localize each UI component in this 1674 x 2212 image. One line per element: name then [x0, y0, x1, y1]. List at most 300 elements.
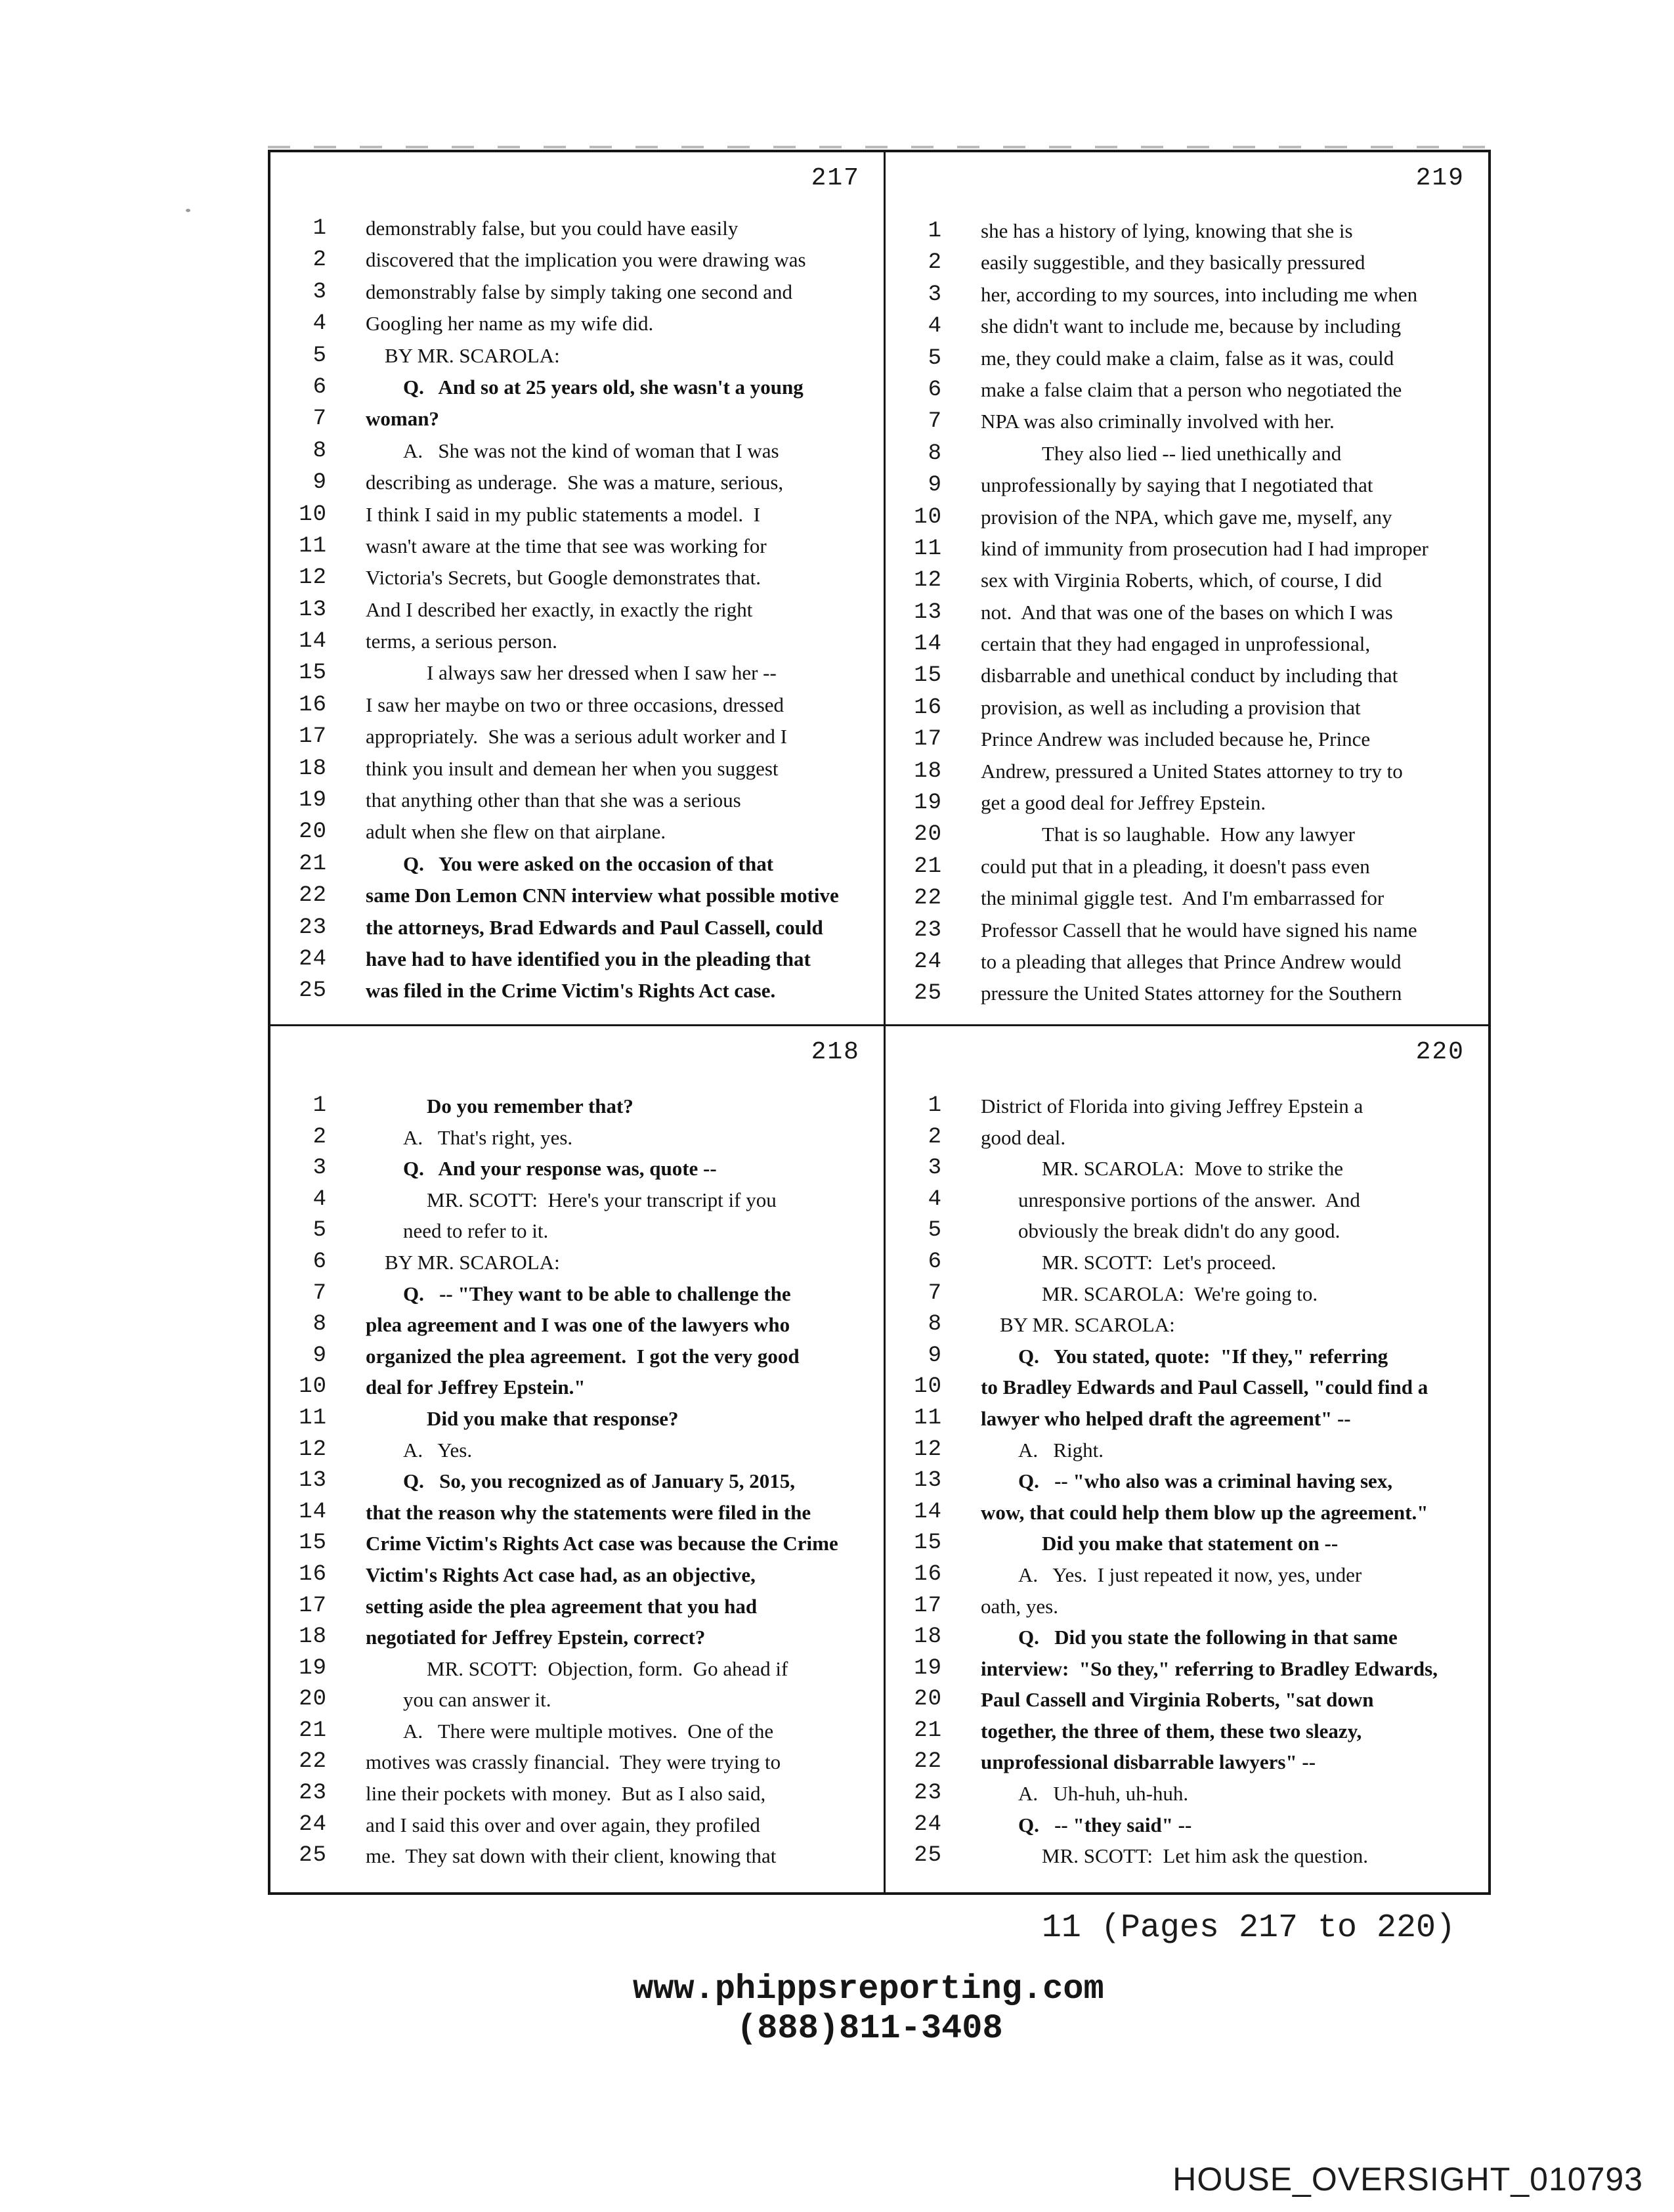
line-text: describing as underage. She was a mature, serious,	[366, 471, 784, 494]
transcript-line	[886, 787, 1488, 819]
page-number: 217	[811, 164, 860, 192]
line-number: 22	[914, 886, 942, 911]
line-text: A. That's right, yes.	[403, 1125, 573, 1149]
line-text: Q. And so at 25 years old, she wasn't a young	[403, 375, 804, 399]
line-number: 23	[299, 915, 327, 940]
transcript-line	[886, 469, 1488, 501]
transcript-line	[270, 1528, 884, 1559]
line-text: provision, as well as including a provision that	[981, 695, 1361, 719]
line-text: Victim's Rights Act case had, as an objective,	[366, 1563, 756, 1586]
line-text: organized the plea agreement. I got the very good	[366, 1344, 800, 1368]
line-number: 10	[914, 1374, 942, 1400]
line-number: 6	[312, 374, 327, 400]
transcript-line	[270, 1465, 884, 1497]
line-text: to Bradley Edwards and Paul Cassell, "could find a	[981, 1376, 1428, 1399]
line-text: kind of immunity from prosecution had I had improper	[981, 536, 1428, 560]
line-number: 10	[299, 1374, 327, 1400]
line-number: 13	[914, 599, 942, 625]
transcript-line	[270, 1716, 884, 1747]
transcript-line	[270, 1309, 884, 1341]
transcript-line	[270, 816, 884, 848]
transcript-line	[886, 915, 1488, 946]
line-text: MR. SCOTT: Here's your transcript if you	[427, 1188, 777, 1211]
bates-number: HOUSE_OVERSIGHT_010793	[1172, 2161, 1643, 2198]
transcript-page-217	[270, 152, 884, 1024]
transcript-line	[270, 531, 884, 562]
line-number: 19	[299, 788, 327, 813]
transcript-line	[886, 374, 1488, 406]
transcript-lines	[886, 1091, 1488, 1872]
line-text: you can answer it.	[403, 1688, 551, 1712]
line-number: 8	[312, 1312, 327, 1337]
transcript-line	[886, 819, 1488, 850]
line-number: 9	[312, 1343, 327, 1368]
line-text: Q. So, you recognized as of January 5, 2015,	[403, 1469, 796, 1493]
transcript-line	[886, 1746, 1488, 1778]
line-text: have had to have identified you in the pleading that	[366, 947, 811, 970]
transcript-line	[270, 499, 884, 531]
line-number: 3	[928, 282, 942, 307]
line-number: 15	[914, 1530, 942, 1556]
transcript-line	[886, 1122, 1488, 1154]
line-number: 23	[914, 1781, 942, 1806]
line-text: me, they could make a claim, false as it was, could	[981, 346, 1394, 370]
line-text: certain that they had engaged in unprofessional,	[981, 632, 1371, 656]
line-number: 24	[299, 946, 327, 972]
transcript-line	[886, 724, 1488, 755]
line-text: demonstrably false, but you could have easily	[366, 217, 739, 240]
scan-artifact-dot	[186, 209, 190, 212]
transcript-line	[270, 244, 884, 276]
line-text: BY MR. SCAROLA:	[385, 1250, 560, 1274]
line-number: 4	[312, 1186, 327, 1212]
transcript-line	[270, 562, 884, 594]
transcript-page-219	[886, 152, 1488, 1024]
line-text: Googling her name as my wife did.	[366, 312, 654, 336]
line-number: 11	[914, 1405, 942, 1431]
transcript-line	[270, 943, 884, 975]
transcript-line	[886, 1528, 1488, 1559]
transcript-line	[270, 785, 884, 816]
line-number: 24	[299, 1811, 327, 1837]
line-text: MR. SCAROLA: Move to strike the	[1042, 1157, 1343, 1181]
transcript-line	[270, 1684, 884, 1716]
line-text: could put that in a pleading, it doesn't pass even	[981, 854, 1370, 878]
transcript-line	[270, 1122, 884, 1154]
transcript-lines	[270, 1091, 884, 1872]
line-text: she has a history of lying, knowing that she is	[981, 219, 1353, 242]
line-number: 10	[299, 502, 327, 527]
line-number: 22	[299, 883, 327, 909]
transcript-line	[270, 689, 884, 721]
transcript-line	[270, 594, 884, 626]
page-number: 218	[811, 1038, 860, 1066]
line-number: 10	[914, 504, 942, 530]
line-number: 17	[299, 724, 327, 750]
transcript-line	[270, 1810, 884, 1841]
line-number: 15	[914, 663, 942, 689]
line-text: adult when she flew on that airplane.	[366, 820, 666, 844]
transcript-line	[270, 1746, 884, 1778]
line-number: 2	[312, 1124, 327, 1150]
transcript-line	[270, 372, 884, 403]
transcript-line	[270, 1247, 884, 1278]
transcript-line	[886, 1215, 1488, 1247]
line-text: wow, that could help them blow up the agreement."	[981, 1500, 1428, 1524]
line-text: setting aside the plea agreement that you had	[366, 1594, 758, 1618]
transcript-line	[270, 1622, 884, 1653]
line-text: unresponsive portions of the answer. And	[1018, 1188, 1360, 1211]
line-number: 9	[312, 470, 327, 496]
line-text: unprofessionally by saying that I negotiated that	[981, 473, 1373, 497]
line-text: same Don Lemon CNN interview what possible motive	[366, 884, 839, 907]
line-number: 25	[299, 978, 327, 1004]
line-text: the minimal giggle test. And I'm embarrassed for	[981, 886, 1384, 910]
transcript-line	[886, 565, 1488, 596]
line-text: good deal.	[981, 1125, 1066, 1149]
transcript-line	[886, 533, 1488, 565]
line-text: demonstrably false by simply taking one second and	[366, 280, 793, 303]
transcript-page-220	[886, 1026, 1488, 1892]
line-text: They also lied -- lied unethically and	[1042, 441, 1342, 465]
line-text: A. There were multiple motives. One of the	[403, 1719, 774, 1743]
line-text: not. And that was one of the bases on which I was	[981, 600, 1393, 624]
line-number: 25	[299, 1843, 327, 1869]
line-number: 6	[312, 1249, 327, 1274]
line-number: 2	[928, 250, 942, 276]
line-number: 8	[928, 1312, 942, 1337]
line-number: 14	[299, 1499, 327, 1525]
line-number: 9	[928, 473, 942, 498]
transcript-line	[270, 1403, 884, 1435]
line-number: 23	[914, 917, 942, 943]
transcript-lines	[270, 213, 884, 1007]
line-number: 16	[299, 692, 327, 718]
line-text: lawyer who helped draft the agreement" --	[981, 1406, 1351, 1430]
line-number: 13	[914, 1468, 942, 1494]
transcript-line	[886, 438, 1488, 469]
line-number: 20	[914, 822, 942, 848]
line-number: 7	[312, 406, 327, 432]
line-text: A. She was not the kind of woman that I was	[403, 439, 779, 462]
line-text: to a pleading that alleges that Prince Andrew would	[981, 949, 1402, 973]
line-text: her, according to my sources, into including me when	[981, 282, 1418, 306]
line-number: 5	[312, 1218, 327, 1244]
transcript-line	[270, 975, 884, 1007]
line-number: 24	[914, 949, 942, 974]
line-number: 12	[299, 565, 327, 591]
line-number: 8	[928, 441, 942, 466]
line-number: 5	[928, 345, 942, 371]
line-number: 23	[299, 1781, 327, 1806]
reporting-website-url: www.phippsreporting.com	[633, 1970, 1104, 2008]
line-number: 13	[299, 597, 327, 622]
line-text: MR. SCOTT: Let him ask the question.	[1042, 1844, 1369, 1868]
transcript-line	[886, 279, 1488, 311]
line-number: 1	[312, 216, 327, 241]
transcript-line	[270, 467, 884, 498]
transcript-line	[886, 660, 1488, 691]
line-number: 14	[914, 1499, 942, 1525]
line-text: obviously the break didn't do any good.	[1018, 1219, 1341, 1243]
line-text: and I said this over and over again, they profiled	[366, 1813, 760, 1836]
line-text: was filed in the Crime Victim's Rights Act case.	[366, 979, 776, 1003]
line-number: 14	[299, 629, 327, 655]
line-text: Do you remember that?	[427, 1095, 633, 1117]
line-text: MR. SCOTT: Objection, form. Go ahead if	[427, 1657, 788, 1680]
line-number: 21	[914, 854, 942, 879]
line-number: 5	[928, 1218, 942, 1244]
line-text: woman?	[366, 407, 439, 431]
line-text: easily suggestible, and they basically pressured	[981, 251, 1365, 274]
line-text: BY MR. SCAROLA:	[385, 343, 560, 367]
line-text: NPA was also criminally involved with her.	[981, 410, 1335, 433]
transcript-line	[886, 1465, 1488, 1497]
transcript-line	[270, 435, 884, 467]
line-text: Q. -- "they said" --	[1018, 1813, 1192, 1836]
line-number: 5	[312, 343, 327, 368]
line-text: MR. SCAROLA: We're going to.	[1042, 1282, 1318, 1305]
line-number: 24	[914, 1811, 942, 1837]
line-number: 21	[299, 1718, 327, 1743]
transcript-line	[886, 756, 1488, 787]
line-text: plea agreement and I was one of the lawyers who	[366, 1313, 790, 1337]
transcript-line	[886, 692, 1488, 724]
line-text: deal for Jeffrey Epstein."	[366, 1376, 586, 1399]
transcript-line	[270, 1497, 884, 1529]
line-text: oath, yes.	[981, 1594, 1058, 1618]
transcript-line	[270, 1215, 884, 1247]
line-number: 11	[299, 533, 327, 559]
transcript-line	[886, 978, 1488, 1009]
transcript-line	[886, 1403, 1488, 1435]
line-text: I saw her maybe on two or three occasions, dressed	[366, 693, 784, 716]
transcript-line	[886, 1622, 1488, 1653]
transcript-line	[886, 1153, 1488, 1184]
transcript-line	[270, 1278, 884, 1310]
transcript-line	[886, 628, 1488, 660]
transcript-line	[270, 626, 884, 657]
line-text: me. They sat down with their client, knowing that	[366, 1844, 777, 1868]
line-text: I think I said in my public statements a model. I	[366, 502, 760, 526]
transcript-line	[886, 311, 1488, 342]
transcript-line	[886, 1309, 1488, 1341]
line-number: 8	[312, 438, 327, 464]
line-text: A. Yes. I just repeated it now, yes, under	[1018, 1563, 1362, 1586]
line-number: 3	[928, 1156, 942, 1181]
line-number: 1	[928, 1093, 942, 1118]
transcript-line	[886, 1840, 1488, 1872]
transcript-line	[886, 247, 1488, 278]
transcript-sheet	[268, 150, 1491, 1895]
transcript-line	[270, 1559, 884, 1591]
transcript-line	[270, 848, 884, 880]
transcript-line	[886, 1778, 1488, 1810]
line-text: terms, a serious person.	[366, 630, 557, 653]
scan-artifact-top-edge	[268, 146, 1486, 148]
line-number: 2	[312, 248, 327, 273]
line-text: Professor Cassell that he would have signed his name	[981, 918, 1417, 942]
transcript-line	[270, 1778, 884, 1810]
transcript-line	[270, 753, 884, 785]
line-number: 12	[914, 1437, 942, 1462]
transcript-line	[886, 1497, 1488, 1529]
line-text: sex with Virginia Roberts, which, of course, I did	[981, 569, 1382, 592]
transcript-line	[886, 1184, 1488, 1216]
line-number: 15	[299, 1530, 327, 1556]
transcript-line	[270, 721, 884, 752]
line-number: 3	[312, 1156, 327, 1181]
line-number: 20	[299, 819, 327, 845]
transcript-line	[270, 340, 884, 372]
transcript-line	[270, 1372, 884, 1403]
reporting-phone-number: (888)811-3408	[737, 2009, 1003, 2048]
line-number: 7	[928, 409, 942, 435]
line-number: 3	[312, 279, 327, 305]
line-text: the attorneys, Brad Edwards and Paul Cassell, could	[366, 915, 823, 939]
line-text: disbarrable and unethical conduct by including that	[981, 664, 1398, 687]
line-number: 6	[928, 377, 942, 402]
transcript-lines	[886, 215, 1488, 1010]
transcript-line	[270, 1591, 884, 1622]
line-number: 7	[928, 1280, 942, 1306]
transcript-line	[886, 343, 1488, 374]
line-number: 1	[312, 1093, 327, 1118]
page-number: 220	[1415, 1038, 1465, 1066]
transcript-line	[270, 912, 884, 943]
transcript-line	[886, 215, 1488, 247]
line-text: MR. SCOTT: Let's proceed.	[1042, 1250, 1277, 1274]
transcript-line	[270, 403, 884, 435]
line-number: 15	[299, 661, 327, 686]
transcript-line	[270, 276, 884, 308]
line-text: And I described her exactly, in exactly the right	[366, 597, 753, 621]
transcript-line	[886, 502, 1488, 533]
line-text: interview: "So they," referring to Bradley Edwards,	[981, 1657, 1438, 1680]
line-number: 4	[312, 311, 327, 337]
line-text: Victoria's Secrets, but Google demonstrates that.	[366, 566, 762, 590]
line-number: 16	[914, 1561, 942, 1587]
line-text: Andrew, pressured a United States attorney to try to	[981, 759, 1403, 783]
line-number: 6	[928, 1249, 942, 1274]
line-text: appropriately. She was a serious adult worker and I	[366, 725, 787, 748]
line-number: 4	[928, 314, 942, 339]
line-text: Q. You stated, quote: "If they," referring	[1018, 1344, 1388, 1368]
line-number: 16	[914, 695, 942, 720]
transcript-line	[270, 1153, 884, 1184]
line-text: think you insult and demean her when you suggest	[366, 756, 779, 780]
line-number: 20	[914, 1687, 942, 1712]
line-text: Q. And your response was, quote --	[403, 1157, 717, 1181]
line-text: Q. Did you state the following in that same	[1018, 1626, 1398, 1649]
transcript-line	[270, 1184, 884, 1216]
line-number: 19	[914, 1655, 942, 1681]
line-text: A. Yes.	[403, 1438, 473, 1462]
transcript-line	[270, 880, 884, 911]
transcript-line	[886, 597, 1488, 628]
line-number: 9	[928, 1343, 942, 1368]
transcript-line	[886, 1091, 1488, 1122]
line-text: Did you make that statement on --	[1042, 1532, 1339, 1555]
line-number: 2	[928, 1124, 942, 1150]
line-text: make a false claim that a person who negotiated the	[981, 378, 1402, 401]
line-text: Q. -- "They want to be able to challenge the	[403, 1282, 791, 1305]
line-number: 7	[312, 1280, 327, 1306]
line-text: wasn't aware at the time that see was working for	[366, 534, 767, 557]
line-text: District of Florida into giving Jeffrey Epstein a	[981, 1095, 1363, 1117]
line-number: 16	[299, 1561, 327, 1587]
line-text: I always saw her dressed when I saw her --	[427, 661, 777, 685]
line-text: Q. -- "who also was a criminal having sex,	[1018, 1469, 1393, 1493]
line-number: 12	[914, 568, 942, 594]
line-number: 17	[299, 1593, 327, 1618]
transcript-line	[886, 1341, 1488, 1372]
line-number: 18	[299, 1624, 327, 1650]
line-text: discovered that the implication you were drawing was	[366, 248, 806, 272]
line-number: 19	[914, 791, 942, 816]
line-text: unprofessional disbarrable lawyers" --	[981, 1750, 1316, 1774]
line-text: A. Right.	[1018, 1438, 1104, 1462]
line-number: 12	[299, 1437, 327, 1462]
line-text: Did you make that response?	[427, 1406, 679, 1430]
line-text: pressure the United States attorney for the Southern	[981, 982, 1402, 1005]
transcript-page-218	[270, 1026, 884, 1892]
line-text: motives was crassly financial. They were trying to	[366, 1750, 781, 1774]
transcript-line	[886, 851, 1488, 882]
line-number: 17	[914, 727, 942, 752]
transcript-line	[270, 1653, 884, 1685]
line-text: need to refer to it.	[403, 1219, 549, 1243]
transcript-line	[270, 1341, 884, 1372]
transcript-line	[886, 1278, 1488, 1310]
transcript-line	[270, 308, 884, 339]
line-text: Crime Victim's Rights Act case was because the Crime	[366, 1532, 838, 1555]
footer-page-range: 11 (Pages 217 to 220)	[1041, 1909, 1455, 1947]
line-number: 14	[914, 632, 942, 657]
line-text: Prince Andrew was included because he, Prince	[981, 727, 1371, 751]
transcript-line	[886, 1435, 1488, 1466]
line-text: negotiated for Jeffrey Epstein, correct?	[366, 1626, 706, 1649]
transcript-line	[886, 946, 1488, 978]
line-number: 22	[299, 1749, 327, 1775]
line-number: 22	[914, 1749, 942, 1775]
transcript-line	[886, 1559, 1488, 1591]
transcript-line	[886, 1810, 1488, 1841]
line-number: 18	[914, 1624, 942, 1650]
line-number: 18	[299, 756, 327, 781]
line-text: Q. You were asked on the occasion of that	[403, 852, 774, 875]
line-number: 11	[299, 1405, 327, 1431]
transcript-line	[886, 1591, 1488, 1622]
transcript-line	[886, 1716, 1488, 1747]
line-number: 21	[299, 851, 327, 877]
transcript-line	[886, 882, 1488, 914]
line-text: that anything other than that she was a serious	[366, 789, 741, 812]
transcript-line	[886, 1684, 1488, 1716]
line-number: 20	[299, 1687, 327, 1712]
line-number: 11	[914, 536, 942, 561]
line-text: together, the three of them, these two sleazy,	[981, 1719, 1362, 1743]
line-number: 17	[914, 1593, 942, 1618]
line-text: line their pockets with money. But as I also said,	[366, 1782, 766, 1806]
transcript-line	[886, 1372, 1488, 1403]
line-number: 18	[914, 758, 942, 784]
line-number: 1	[928, 219, 942, 244]
page-number: 219	[1415, 164, 1465, 192]
line-text: That is so laughable. How any lawyer	[1042, 823, 1355, 846]
transcript-line	[886, 1247, 1488, 1278]
line-number: 21	[914, 1718, 942, 1743]
